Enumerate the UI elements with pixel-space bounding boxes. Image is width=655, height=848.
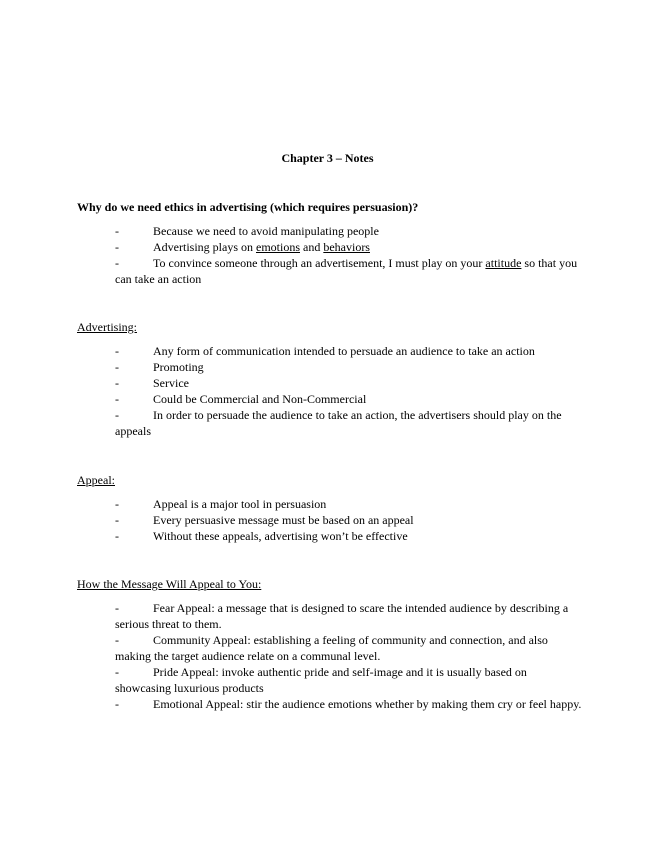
bullet-dash: - (115, 529, 119, 543)
bullet-dash: - (115, 601, 119, 615)
list-message-appeal (115, 600, 585, 712)
list-item: - In order to persuade the audience to take an action, the advertisers should play on the appeals (115, 408, 562, 438)
section-heading-advertising: Advertising: (77, 320, 137, 334)
section-heading-appeal: Appeal: (77, 473, 115, 487)
list-advertising (115, 343, 585, 439)
list-item: - Without these appeals, advertising won’t be effective (115, 529, 408, 543)
page-title: Chapter 3 – Notes (281, 151, 374, 165)
list-item: - Promoting (115, 360, 204, 374)
bullet-dash: - (115, 224, 119, 238)
underlined-term-emotions: emotions (256, 240, 300, 254)
bullet-dash: - (115, 376, 119, 390)
list-item: - Fear Appeal: a message that is designed to scare the intended audience by describing a serious threat to them. (115, 601, 569, 631)
bullet-dash: - (115, 633, 119, 647)
section-heading-message-appeal: How the Message Will Appeal to You: (77, 577, 262, 591)
bullet-dash: - (115, 665, 119, 679)
underlined-term-behaviors: behaviors (323, 240, 370, 254)
bullet-dash: - (115, 360, 119, 374)
bullet-dash: - (115, 697, 119, 711)
bullet-dash: - (115, 256, 119, 270)
bullet-dash: - (115, 513, 119, 527)
section-heading-ethics: Why do we need ethics in advertising (which requires persuasion)? (77, 200, 419, 214)
bullet-dash: - (115, 408, 119, 422)
list-item: - Community Appeal: establishing a feeling of community and connection, and also making the target audience relate on a communal level. (115, 633, 548, 663)
list-item: - Because we need to avoid manipulating people (115, 224, 379, 238)
list-item: - Every persuasive message must be based on an appeal (115, 513, 414, 527)
list-item: - Appeal is a major tool in persuasion (115, 497, 327, 511)
bullet-dash: - (115, 497, 119, 511)
list-item: - To convince someone through an advertisement, I must play on your attitude so that you can take an action (115, 256, 578, 286)
list-ethics (115, 223, 585, 287)
bullet-dash: - (115, 392, 119, 406)
list-item: - Advertising plays on emotions and behaviors (115, 240, 370, 254)
bullet-dash: - (115, 240, 119, 254)
list-item: - Pride Appeal: invoke authentic pride and self-image and it is usually based on showcasing luxurious products (115, 665, 527, 695)
list-item: - Service (115, 376, 189, 390)
list-item: - Any form of communication intended to persuade an audience to take an action (115, 344, 535, 358)
list-item: - Could be Commercial and Non-Commercial (115, 392, 367, 406)
list-item: - Emotional Appeal: stir the audience emotions whether by making them cry or feel happy. (115, 697, 582, 711)
underlined-term-attitude: attitude (485, 256, 522, 270)
list-appeal (115, 496, 585, 544)
bullet-dash: - (115, 344, 119, 358)
